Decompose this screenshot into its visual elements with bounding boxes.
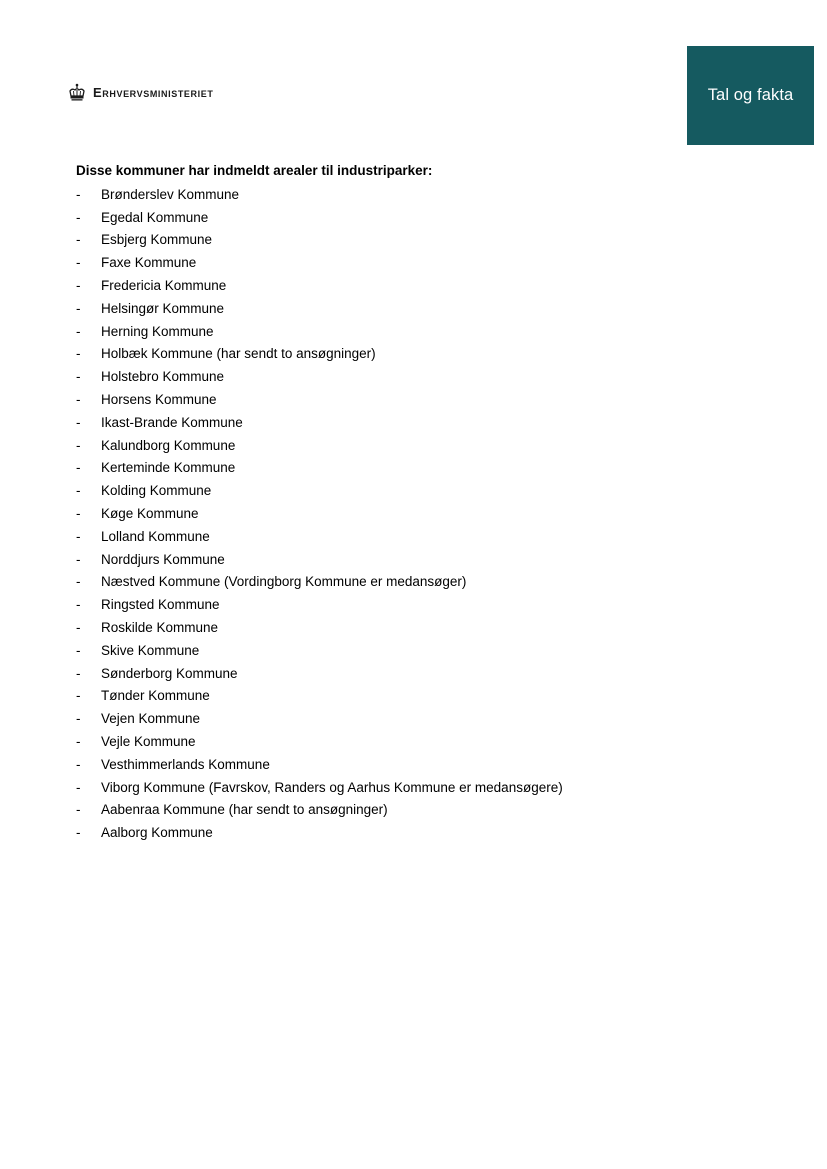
list-item: [76, 389, 676, 412]
municipality-name: Kolding Kommune: [101, 483, 212, 499]
list-item: [76, 229, 676, 252]
municipality-name: Kerteminde Kommune: [101, 460, 236, 476]
municipality-name: Faxe Kommune: [101, 255, 197, 271]
list-item: [76, 207, 676, 230]
list-bullet: -: [76, 483, 81, 499]
municipality-name: Næstved Kommune (Vordingborg Kommune er medansøger): [101, 574, 467, 590]
list-bullet: -: [76, 551, 81, 567]
list-bullet: -: [76, 186, 81, 202]
list-bullet: -: [76, 528, 81, 544]
list-item: [76, 184, 676, 207]
list-item: [76, 708, 676, 731]
municipality-name: Roskilde Kommune: [101, 619, 219, 635]
list-item: [76, 754, 676, 777]
list-bullet: -: [76, 277, 81, 293]
list-item: [76, 480, 676, 503]
municipality-name: Sønderborg Kommune: [101, 665, 238, 681]
list-bullet: -: [76, 802, 81, 818]
list-item: [76, 777, 676, 800]
list-bullet: -: [76, 232, 81, 248]
list-item: [76, 526, 676, 549]
municipality-name: Brønderslev Kommune: [101, 186, 240, 202]
municipality-name: Skive Kommune: [101, 642, 200, 658]
municipality-name: Vejle Kommune: [101, 733, 196, 749]
list-bullet: -: [76, 414, 81, 430]
list-item: [76, 549, 676, 572]
municipality-list: [76, 184, 676, 845]
municipality-name: Aabenraa Kommune (har sendt to ansøgninger): [101, 802, 388, 818]
list-bullet: -: [76, 825, 81, 841]
list-bullet: -: [76, 437, 81, 453]
list-bullet: -: [76, 642, 81, 658]
ministry-name: Erhvervsministeriet: [93, 85, 214, 100]
list-item: [76, 321, 676, 344]
list-item: [76, 412, 676, 435]
municipality-name: Vesthimmerlands Kommune: [101, 756, 270, 772]
list-item: [76, 435, 676, 458]
list-item: [76, 799, 676, 822]
list-item: [76, 640, 676, 663]
municipality-name: Ringsted Kommune: [101, 597, 220, 613]
list-bullet: -: [76, 323, 81, 339]
municipality-name: Tønder Kommune: [101, 688, 210, 704]
list-item: [76, 275, 676, 298]
municipality-name: Holstebro Kommune: [101, 369, 225, 385]
municipality-name: Kalundborg Kommune: [101, 437, 236, 453]
list-item: [76, 298, 676, 321]
list-bullet: -: [76, 209, 81, 225]
municipality-name: Egedal Kommune: [101, 209, 209, 225]
municipality-name: Viborg Kommune (Favrskov, Randers og Aarhus Kommune er medansøgere): [101, 779, 563, 795]
document-body: [76, 161, 676, 845]
list-item: [76, 663, 676, 686]
list-bullet: -: [76, 779, 81, 795]
municipality-name: Esbjerg Kommune: [101, 232, 213, 248]
list-item: [76, 731, 676, 754]
list-bullet: -: [76, 255, 81, 271]
section-tag-label: Tal og fakta: [707, 86, 794, 104]
ministry-logo: [67, 83, 213, 103]
municipality-name: Horsens Kommune: [101, 391, 217, 407]
list-bullet: -: [76, 369, 81, 385]
list-bullet: -: [76, 733, 81, 749]
list-item: [76, 594, 676, 617]
list-item: [76, 617, 676, 640]
municipality-name: Helsingør Kommune: [101, 300, 225, 316]
municipality-name: Ikast-Brande Kommune: [101, 414, 243, 430]
municipality-name: Lolland Kommune: [101, 528, 210, 544]
list-bullet: -: [76, 574, 81, 590]
list-bullet: -: [76, 391, 81, 407]
list-bullet: -: [76, 460, 81, 476]
municipality-name: Herning Kommune: [101, 323, 214, 339]
list-heading: Disse kommuner har indmeldt arealer til industriparker:: [76, 163, 433, 178]
list-bullet: -: [76, 346, 81, 362]
list-bullet: -: [76, 597, 81, 613]
municipality-name: Vejen Kommune: [101, 711, 201, 727]
list-item: [76, 822, 676, 845]
list-bullet: -: [76, 756, 81, 772]
municipality-name: Holbæk Kommune (har sendt to ansøgninger): [101, 346, 376, 362]
list-item: [76, 685, 676, 708]
list-bullet: -: [76, 711, 81, 727]
list-item: [76, 343, 676, 366]
list-bullet: -: [76, 619, 81, 635]
list-item: [76, 503, 676, 526]
municipality-name: Køge Kommune: [101, 505, 199, 521]
list-bullet: -: [76, 300, 81, 316]
list-bullet: -: [76, 688, 81, 704]
list-item: [76, 571, 676, 594]
list-item: [76, 457, 676, 480]
list-item: [76, 252, 676, 275]
municipality-name: Aalborg Kommune: [101, 825, 213, 841]
crown-icon: [67, 83, 87, 103]
section-tag: [687, 46, 814, 145]
municipality-name: Fredericia Kommune: [101, 277, 227, 293]
list-bullet: -: [76, 665, 81, 681]
list-item: [76, 366, 676, 389]
municipality-name: Norddjurs Kommune: [101, 551, 225, 567]
list-bullet: -: [76, 505, 81, 521]
